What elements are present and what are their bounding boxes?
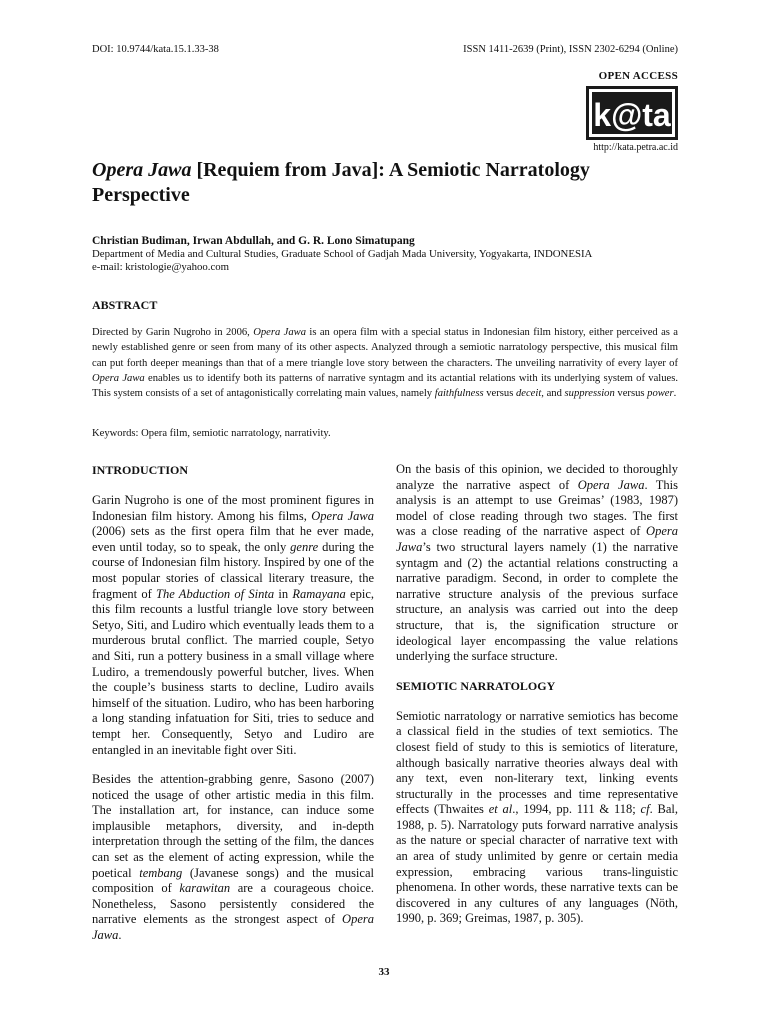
introduction-heading: INTRODUCTION	[92, 463, 189, 477]
page-number: 33	[378, 966, 390, 978]
left-column	[92, 462, 374, 958]
doi-text: DOI: 10.9744/kata.15.1.33-38	[92, 44, 219, 55]
abstract-text: Directed by Garin Nugroho in 2006, Opera Jawa is an opera film with a special status in Indonesian film history, either perceived as a newly established genre or seen from many of its other aspects. Analyzed through a semiotic narratology perspective, this musical film can put forth deeper meanings than that of a mere triangle love story between the characters. The unveiling narrativity of every layer of Opera Jawa enables us to identify both its patterns of narrative syntagm and its actantial relations with its underlying system of values. This system consists of a set of antagonistically correlating main values, namely faithfulness versus deceit, and suppression versus power.	[92, 327, 678, 400]
abstract-heading: ABSTRACT	[92, 298, 158, 312]
keywords: Keywords: Opera film, semiotic narratology, narrativity.	[92, 428, 331, 439]
paper-title	[92, 158, 678, 208]
intro-paragraph-3: On the basis of this opinion, we decided to thoroughly analyze the narrative aspect of Opera Jawa. This analysis is an attempt to use Greimas’ (1983, 1987) model of close reading through two stages. The first was a close reading of the narrative aspect of Opera Jawa’s two structural layers namely (1) the narrative syntagm and (2) the actantial relations constructing a narrative paradigm. Second, in order to complete the narrative structure analysis of the previous surface structure, an analysis was carried out into the deep structure, that is, the signification structure or ideological layer encompassing the value relations underlying the surface structure.	[396, 462, 679, 664]
title-italic: Opera Jawa	[92, 159, 192, 181]
journal-url[interactable]: http://kata.petra.ac.id	[593, 142, 678, 153]
affiliation: Department of Media and Cultural Studies, Graduate School of Gadjah Mada University, Yogyakarta, INDONESIA	[92, 248, 593, 260]
affiliation-block	[92, 248, 592, 274]
intro-paragraph-1: Garin Nugroho is one of the most prominent figures in Indonesian film history. Among his films, Opera Jawa (2006) sets as the first opera film that he ever made, even until today, so to speak, the only genre during the course of Indonesian film history. Inspired by one of the most popular stories of classical literary treasure, the fragment of The Abduction of Sinta in Ramayana epic, this film recounts a lustful triangle love story between Setyo, Siti, and Ludiro which eventually leads them to a murderous brutal conflict. The married couple, Setyo and Siti, run a pottery business in a small village where Ludiro, a tremendously powerful butcher, lives. When the couple’s business starts to decline, Ludiro avails himself of the situation. Ludiro, who has been harboring a long standing infatuation for Siti, tries to seduce and tempt her. Consequently, Setyo and Ludiro are entangled in an inevitable fight over Siti.	[92, 493, 375, 757]
email[interactable]: e-mail: kristologie@yahoo.com	[92, 261, 230, 273]
svg-text:k@ta: k@ta	[593, 97, 671, 133]
right-column	[396, 462, 678, 941]
title-rest: [Requiem from Java]: A Semiotic Narratology Perspective	[92, 159, 590, 206]
issn-text: ISSN 1411-2639 (Print), ISSN 2302-6294 (Online)	[463, 44, 678, 55]
journal-logo-block	[568, 70, 678, 153]
intro-paragraph-2: Besides the attention-grabbing genre, Sasono (2007) noticed the usage of other artistic media in this film. The installation art, for instance, can induce some implausible metaphors, diversity, and in-depth interpretation through the setting of the film, the dances can set as the element of acting expression, while the poetical tembang (Javanese songs) and the musical composition of karawitan are a courageous choice. Nonetheless, Sasono persistently considered the narrative elements as the strongest aspect of Opera Jawa.	[92, 772, 374, 943]
authors: Christian Budiman, Irwan Abdullah, and G. R. Lono Simatupang	[92, 235, 415, 247]
open-access-label: OPEN ACCESS	[598, 70, 678, 82]
kata-logo	[586, 86, 678, 140]
narratology-paragraph: Semiotic narratology or narrative semiotics has become a classical field in the studies of text semiotics. The closest field of study to this is semiotics of literature, although basically narrative theories always deal with any text, even non-literary text, linking events structurally in the processes and time representative effects (Thwaites et al., 1994, pp. 111 & 118; cf. Bal, 1988, p. 5). Narratology puts forward narrative analysis as the nature or special character of narrative text with an area of study unlimited by genre or certain media expression, embracing various trans-linguistic phenomena. In other words, these narrative texts can be discovered in any cultures of any languages (Nöth, 1990, p. 369; Greimas, 1987, p. 305).	[396, 708, 679, 926]
semiotic-narratology-heading: SEMIOTIC NARRATOLOGY	[396, 678, 556, 693]
